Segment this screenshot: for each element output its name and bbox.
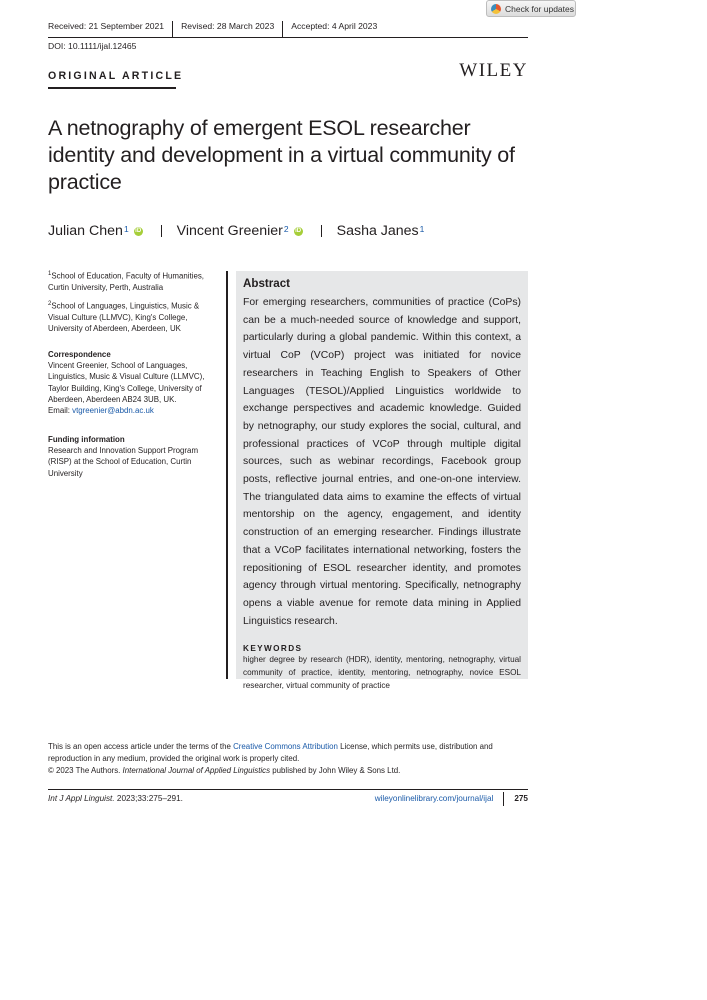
author-name: Vincent Greenier (176, 223, 283, 239)
footer-rule (48, 789, 528, 790)
creative-commons-link[interactable]: Creative Commons Attribution (233, 742, 338, 751)
affiliation-text: School of Education, Faculty of Humanities, Curtin University, Perth, Australia (48, 271, 204, 292)
crossmark-icon (491, 4, 501, 14)
funding-text: Research and Innovation Support Program (RISP) at the School of Education, Curtin University (48, 446, 199, 478)
affiliation-number: 1 (48, 271, 52, 277)
dates-divider (282, 21, 283, 37)
abstract-box (236, 271, 528, 690)
keywords-heading: KEYWORDS (243, 644, 303, 654)
author-affiliation-mark: 1 (419, 224, 425, 234)
received-date: Received: 21 September 2021 (48, 21, 165, 31)
dates-divider (172, 21, 173, 37)
author-affiliation-mark: 2 (283, 224, 289, 234)
correspondence-line: Taylor Building, King's College, University of (48, 383, 202, 393)
page-footer (48, 794, 528, 806)
abstract-body: For emerging researchers, communities of practice (CoPs) can be a much-needed source of knowledge and support, particularly during a global pandemic. Within this context, a virtual CoP (VCoP) project was initiated for novice researchers in Teaching English to Speakers of Other Languages (TESOL)/Applied Linguistics worldwide to exchange perspectives and academic knowledge. Guided by netnography, our study explores the social, cultural, and professional practices of VCoP through multiple digital sources, such as webinar recordings, Facebook group posts, reflective journal entries, and one-on-one interview. The triangulated data aims to examine the effects of virtual mentorship on the agency, engagement, and identity construction of an emerging researcher. Findings illustrate that a VCoP facilitates international networking, fosters the repositioning of ESOL researcher identity, and promotes agency through virtual mentoring. Specifically, netnography opens a viable avenue for remote data mining in Applied Linguistics research. (243, 297, 521, 627)
license-prefix: This is an open access article under the terms of the (48, 742, 234, 751)
journal-name: International Journal of Applied Linguistics (122, 766, 271, 775)
abstract-heading: Abstract (243, 277, 291, 290)
copyright-suffix: published by John Wiley & Sons Ltd. (270, 766, 401, 775)
affiliation-item (48, 269, 216, 293)
author-name: Julian Chen (48, 223, 123, 239)
affiliation-text: School of Languages, Linguistics, Music & Visual Culture (LLMVC), King's College, University of Aberdeen, Aberdeen, UK (48, 301, 200, 334)
author-list (48, 222, 528, 240)
author-sasha-janes (337, 223, 425, 239)
article-dates (48, 21, 528, 37)
correspondence-line: Vincent Greenier, School of Languages, (48, 361, 188, 371)
affiliation-item (48, 299, 216, 334)
author-vincent-greenier (177, 223, 303, 239)
revised-date: Revised: 28 March 2023 (181, 21, 275, 31)
footer-right (375, 794, 528, 806)
copyright-text (48, 765, 533, 777)
correspondence-line: Linguistics, Music & Visual Culture (LLMVC), (48, 372, 205, 382)
orcid-icon[interactable]: iD (135, 227, 142, 234)
correspondence-email-line (48, 405, 223, 416)
footer-divider (503, 792, 504, 806)
citation-journal: Int J Appl Linguist. (48, 794, 115, 803)
check-for-updates-button[interactable] (486, 0, 576, 17)
funding-heading: Funding information (48, 435, 125, 444)
author-affiliation-mark: 1 (123, 224, 129, 234)
keywords-text: higher degree by research (HDR), identity, mentoring, netnography, virtual community of practice, identity, mentoring, netnography, novice ESOL researcher, virtual community of practice (243, 655, 521, 690)
header-rule (48, 37, 528, 38)
author-julian-chen (48, 223, 143, 239)
correspondence-heading: Correspondence (48, 350, 111, 359)
copyright-prefix: © 2023 The Authors. (48, 766, 123, 775)
author-divider (321, 225, 322, 237)
journal-url-link[interactable]: wileyonlinelibrary.com/journal/ijal (374, 794, 494, 803)
abstract-side-rule (226, 271, 228, 679)
affiliation-number: 2 (48, 301, 52, 308)
page-number: 275 (514, 794, 528, 803)
affiliations (48, 269, 216, 340)
article-title: A netnography of emergent ESOL researcher identity and development in a virtual community of practice (48, 116, 515, 194)
correspondence (48, 349, 223, 416)
accepted-date: Accepted: 4 April 2023 (291, 21, 378, 31)
author-name: Sasha Janes (336, 223, 419, 239)
doi: DOI: 10.1111/ijal.12465 (48, 41, 137, 51)
email-label: Email: (48, 406, 73, 416)
publisher-logo: WILEY (459, 60, 528, 81)
license-notice (48, 741, 533, 777)
citation-details: 2023;33:275–291. (114, 794, 183, 803)
correspondence-line: Aberdeen, Aberdeen AB24 3UB, UK. (48, 394, 177, 404)
license-suffix: License, which permits use, distribution and reproduction in any medium, provided the original work is properly cited. (48, 742, 493, 763)
check-for-updates-label: Check for updates (505, 3, 574, 14)
email-link[interactable]: vtgreenier@abdn.ac.uk (72, 406, 154, 416)
article-type-underline (48, 87, 176, 89)
article-type: ORIGINAL ARTICLE (48, 70, 184, 82)
citation (48, 794, 183, 803)
orcid-icon[interactable]: iD (295, 227, 302, 234)
license-text (48, 741, 533, 765)
funding-information (48, 434, 218, 479)
author-divider (161, 225, 162, 237)
